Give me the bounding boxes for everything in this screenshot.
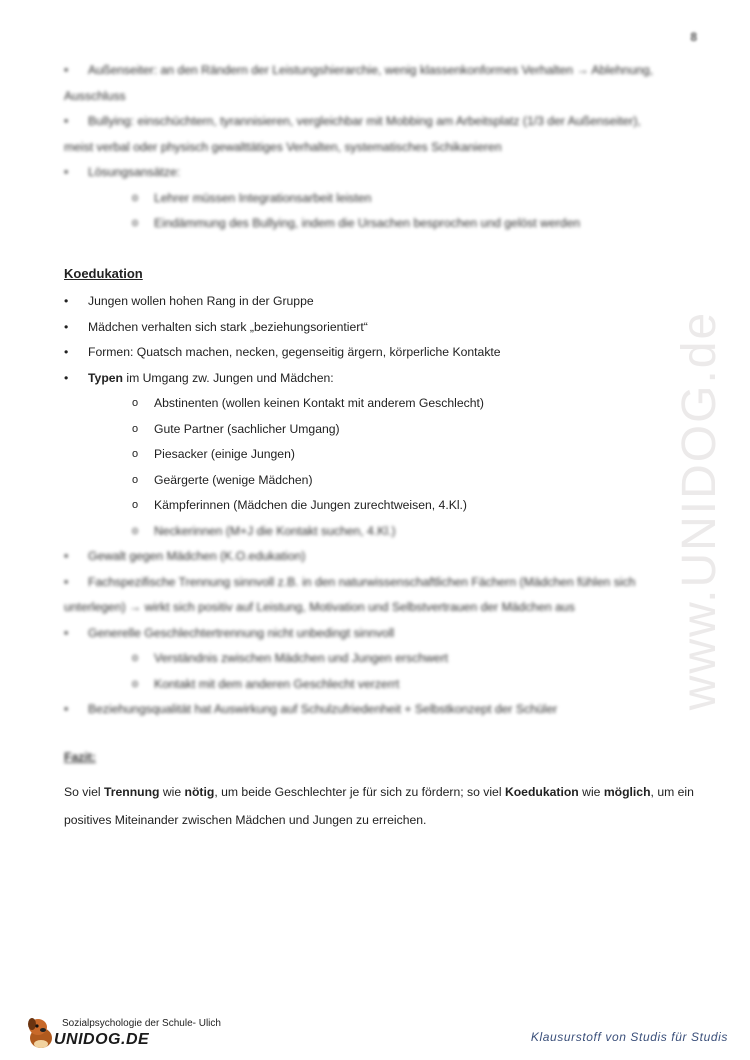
document-body bbox=[64, 58, 694, 846]
list-item-continuation: meist verbal oder physisch gewalttätiges Verhalten, systematisches Schikanieren bbox=[64, 139, 502, 154]
typen-rest: im Umgang zw. Jungen und Mädchen: bbox=[123, 370, 334, 385]
fazit-bold: Trennung bbox=[103, 785, 160, 799]
list-item-text: Beziehungsqualität hat Auswirkung auf Schulzufriedenheit + Selbstkonzept der Schüler bbox=[88, 702, 558, 716]
sub-list-item bbox=[64, 519, 694, 545]
list-item bbox=[64, 160, 694, 186]
list-item bbox=[64, 621, 694, 647]
sub-list-item-text: Gute Partner (sachlicher Umgang) bbox=[154, 421, 340, 436]
fazit-text: So viel bbox=[64, 785, 104, 799]
sub-list-item bbox=[64, 186, 694, 212]
list-item bbox=[64, 697, 694, 723]
fazit-bold: Koedukation bbox=[504, 785, 579, 799]
sub-list-item bbox=[64, 442, 694, 468]
sub-list-item bbox=[64, 646, 694, 672]
fazit-bold: nötig bbox=[184, 785, 215, 799]
sub-list-item bbox=[64, 672, 694, 698]
list-item-text: Mädchen verhalten sich stark „beziehungsorientiert“ bbox=[88, 319, 368, 334]
blurred-block-top bbox=[64, 58, 694, 237]
sub-list-item-text: Neckerinnen (M+J die Kontakt suchen, 4.Kl.) bbox=[154, 523, 396, 538]
list-item-text: Generelle Geschlechtertrennung nicht unbedingt sinnvoll bbox=[88, 625, 395, 640]
fazit-label: Fazit: bbox=[64, 749, 96, 764]
sub-list-item-text: Geärgerte (wenige Mädchen) bbox=[154, 472, 313, 487]
fazit-text: , um ein positives Miteinander zwischen Mädchen und Jungen zu erreichen. bbox=[64, 785, 694, 827]
list-item bbox=[64, 570, 694, 621]
sub-list-item bbox=[64, 211, 694, 237]
list-item-text: Bullying: einschüchtern, tyrannisieren, vergleichbar mit Mobbing am Arbeitsplatz (1/3 der Außenseiter), bbox=[88, 114, 641, 128]
list-item bbox=[64, 109, 694, 160]
list-item-continuation: Ausschluss bbox=[64, 88, 126, 103]
list-item-text: Fachspezifische Trennung sinnvoll z.B. in den naturwissenschaftlichen Fächern (Mädchen fühlen sich bbox=[88, 574, 636, 589]
fazit-text: , um beide Geschlechter je für sich zu fördern; so viel bbox=[214, 785, 505, 799]
footer-course: Sozialpsychologie der Schule- Ulich bbox=[62, 1018, 221, 1029]
logo-text: UNIDOG.DE bbox=[54, 1031, 150, 1048]
typen-bold: Typen bbox=[88, 370, 123, 385]
sub-list-item bbox=[64, 417, 694, 443]
sub-list-item bbox=[64, 391, 694, 417]
sub-list-item-text: Kontakt mit dem anderen Geschlecht verzerrt bbox=[154, 676, 400, 691]
list-item-continuation: unterlegen) → wirkt sich positiv auf Leistung, Motivation und Selbstvertrauen der Mädchen aus bbox=[64, 600, 575, 614]
sub-list-item-text: Lehrer müssen Integrationsarbeit leisten bbox=[154, 190, 372, 205]
list-item-text: Formen: Quatsch machen, necken, gegenseitig ärgern, körperliche Kontakte bbox=[88, 345, 501, 359]
sub-list-item-text: Piesacker (einige Jungen) bbox=[154, 447, 295, 461]
list-item bbox=[64, 366, 694, 392]
sub-list-item bbox=[64, 493, 694, 519]
sub-list-item-text: Abstinenten (wollen keinen Kontakt mit anderem Geschlecht) bbox=[154, 396, 484, 410]
list-item bbox=[64, 289, 694, 315]
sub-list-item-text: Verständnis zwischen Mädchen und Jungen erschwert bbox=[154, 651, 449, 665]
dog-icon bbox=[24, 1014, 58, 1052]
fazit-text: wie bbox=[159, 785, 185, 799]
list-item-text: Außenseiter: an den Rändern der Leistungshierarchie, wenig klassenkonformes Verhalten → Ablehnung, bbox=[88, 63, 654, 77]
section-heading: Koedukation bbox=[64, 265, 143, 281]
list-item bbox=[64, 58, 694, 109]
fazit-bold: möglich bbox=[603, 785, 651, 799]
list-item-text: Lösungsansätze: bbox=[88, 165, 181, 179]
watermark-text: www.UNIDOG.de bbox=[673, 310, 727, 710]
list-item bbox=[64, 340, 694, 366]
list-item-text: Gewalt gegen Mädchen (K.O.edukation) bbox=[88, 549, 306, 563]
fazit-text: wie bbox=[578, 785, 604, 799]
list-item bbox=[64, 544, 694, 570]
sub-list-item-text: Kämpferinnen (Mädchen die Jungen zurechtweisen, 4.Kl.) bbox=[154, 498, 467, 512]
sub-list-item-text: Eindämmung des Bullying, indem die Ursachen besprochen und gelöst werden bbox=[154, 216, 581, 230]
list-item bbox=[64, 315, 694, 341]
fazit-paragraph bbox=[64, 778, 694, 834]
blurred-block-bottom bbox=[64, 519, 694, 771]
sub-list-item bbox=[64, 468, 694, 494]
page-number: 8 bbox=[690, 30, 697, 44]
list-item-text: Jungen wollen hohen Rang in der Gruppe bbox=[88, 294, 314, 308]
footer-tagline: Klausurstoff von Studis für Studis bbox=[530, 1030, 728, 1044]
